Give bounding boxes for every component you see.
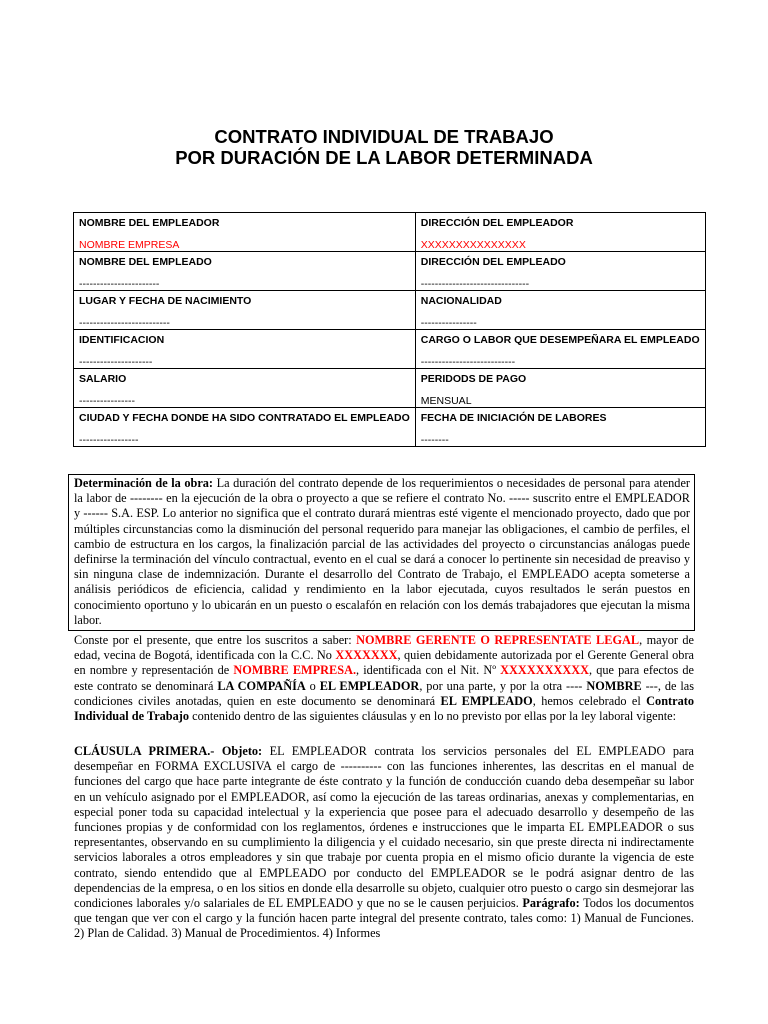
field-value: XXXXXXXXXXXXXXX	[420, 239, 526, 251]
conste-paragraph	[74, 633, 694, 724]
conste-text: , que para efectos de este contrato se denominará	[74, 663, 694, 693]
field-row	[74, 408, 706, 447]
field-label: NOMBRE DEL EMPLEADO	[79, 256, 212, 268]
clausula-heading: CLÁUSULA PRIMERA.- Objeto:	[74, 744, 263, 758]
field-cell	[74, 369, 416, 408]
contract-fields-table	[73, 212, 706, 447]
conste-text: , identificada con el Nit. Nº	[356, 663, 501, 678]
conste-text: contenido dentro de las siguientes cláusulas y en lo no previsto por ellas por la ley laboral vigente:	[189, 709, 677, 724]
field-value: ----------------	[79, 395, 135, 407]
field-cell	[415, 252, 705, 291]
field-cell	[74, 330, 416, 369]
conste-text: , por una parte, y por la otra ----	[419, 678, 587, 693]
field-value: ---------------------	[79, 356, 153, 368]
field-cell	[74, 252, 416, 291]
document-title	[0, 126, 768, 168]
field-label: SALARIO	[79, 373, 127, 385]
cc-number: XXXXXXX	[335, 648, 398, 663]
field-row	[74, 291, 706, 330]
field-label: PERIDODS DE PAGO	[420, 373, 527, 385]
field-value: -----------------	[79, 434, 139, 446]
field-label: DIRECCIÓN DEL EMPLEADO	[420, 256, 566, 268]
field-value: ---------------------------	[420, 356, 516, 368]
conste-text: ---, de las condiciones civiles anotadas, quien en este documento se denominará	[74, 678, 695, 708]
field-cell	[415, 213, 705, 252]
field-row	[74, 369, 706, 408]
obra-heading: Determinación de la obra:	[74, 476, 214, 490]
field-value: --------------------------	[79, 317, 170, 329]
field-value: ----------------	[420, 317, 477, 329]
field-row	[74, 213, 706, 252]
field-label: LUGAR Y FECHA DE NACIMIENTO	[79, 295, 252, 307]
conste-text: o	[305, 678, 320, 693]
field-value: -----------------------	[79, 278, 160, 290]
empleado-term: EL EMPLEADO	[440, 693, 533, 708]
field-label: CARGO O LABOR QUE DESEMPEÑARA EL EMPLEADO	[420, 334, 700, 346]
clausula-primera	[74, 744, 694, 942]
field-value: MENSUAL	[420, 395, 472, 407]
clausula-text: EL EMPLEADOR contrata los servicios personales del EL EMPLEADO para desempeñar en FORMA EXCLUSIVA el cargo de ---------- con las funciones inherentes, las descritas en el manual de funciones del cargo que hace parte integrante de éste contrato y la función de conducción cuando deba desempeñar su labor en un vehículo asignado por el EMPLEADOR, así como la ejecución de las tareas ordinarias, anexas y complementarias, en especial poner toda su capacidad intelectual y la experiencia que posee para el adecuado desarrollo y desempeño de las funciones propias y de conformidad con los reglamentos, órdenes e instrucciones que le imparta EL EMPLEADOR o sus representantes, observando en su cumplimiento la diligencia y el cuidado necesario, sin que preste directa ni indirectamente servicios laborales a otros empleadores y sin que trabaje por cuenta propia en el mismo oficio durante la vigencia de este contrato, siendo entendido que al EMPLEADO por conducto del EMPLEADOR se le podrá asignar dentro de las dependencias de la empresa, o en los sitios en donde ella desarrolle su objeto, cualquier otro puesto o cargo sin desmejorar las condiciones laborales y/o salariales de EL EMPLEADO y que no se le causen perjuicios.	[74, 744, 695, 911]
field-label: NACIONALIDAD	[420, 295, 502, 307]
nombre-term: NOMBRE	[586, 678, 642, 693]
field-label: DIRECCIÓN DEL EMPLEADOR	[420, 217, 574, 229]
field-value: NOMBRE EMPRESA	[79, 239, 180, 251]
field-row	[74, 252, 706, 291]
field-value: -------------------------------	[420, 278, 530, 290]
paragrafo-heading: Parágrafo:	[522, 896, 580, 911]
field-cell	[74, 213, 416, 252]
gerente-name: NOMBRE GERENTE O REPRESENTATE LEGAL	[356, 633, 640, 647]
field-label: IDENTIFICACION	[79, 334, 165, 346]
conste-text: , quien debidamente autorizada por el Gerente General obra en nombre y representación de	[74, 648, 694, 678]
field-label: NOMBRE DEL EMPLEADOR	[79, 217, 220, 229]
obra-box	[68, 474, 695, 631]
title-line-1: CONTRATO INDIVIDUAL DE TRABAJO	[214, 126, 554, 147]
field-cell	[74, 291, 416, 330]
field-cell	[415, 291, 705, 330]
title-line-2: POR DURACIÓN DE LA LABOR DETERMINADA	[175, 147, 593, 168]
nit-number: XXXXXXXXXX	[500, 663, 589, 678]
obra-text: La duración del contrato depende de los requerimientos o necesidades de personal para atender la labor de -------- en la ejecución de la obra o proyecto a que se refiere el contrato No. ----- suscrito entre el EMPLEADOR y ------ S.A. ESP. Lo anterior no significa que el contrato durará mientras esté vigente el mencionado proyecto, dado que por múltiples circunstancias como la disminución del personal requerido para manejar las obligaciones, el cambio de perfiles, el cambio de estructura en los cargos, la finalización parcial de las actividades del proyecto o circunstancias análogas puede definirse la terminación del vínculo contractual, evento en el cual se dará a conocer lo pertinente sin necesidad de preaviso y sin ninguna clase de indemnización. Durante el desarrollo del Contrato de Trabajo, el EMPLEADO acepta someterse a análisis periódicos de eficiencia, calidad y rendimiento en la labor ejecutada, cuyos resultados le serán puestos en conocimiento oportuno y lo ubicarán en un puesto o escalafón en relación con los demás trabajadores que ejecutan la misma labor.	[74, 476, 691, 627]
field-cell	[74, 408, 416, 447]
field-row	[74, 330, 706, 369]
field-cell	[415, 369, 705, 408]
field-cell	[415, 408, 705, 447]
conste-text: , mayor de edad, vecina de Bogotá, identificada con la C.C. No	[74, 633, 695, 663]
contrato-term: Contrato Individual de Trabajo	[74, 693, 694, 724]
empresa-name: NOMBRE EMPRESA.	[233, 663, 357, 678]
field-label: CIUDAD Y FECHA DONDE HA SIDO CONTRATADO EL EMPLEADO	[79, 412, 410, 424]
field-label: FECHA DE INICIACIÓN DE LABORES	[420, 412, 607, 424]
empleador-term: EL EMPLEADOR	[319, 678, 420, 693]
conste-text: , hemos celebrado el	[532, 693, 647, 708]
conste-text: Conste por el presente, que entre los suscritos a saber:	[74, 633, 357, 647]
field-value: --------	[420, 434, 449, 446]
compania-term: LA COMPAÑÍA	[217, 678, 306, 693]
clausula-text: Todos los documentos que tengan que ver con el cargo y la función hacen parte integral del presente contrato, tales como: 1) Manual de Funciones. 2) Plan de Calidad. 3) Manual de Procedimientos. 4) Informes	[74, 896, 694, 941]
field-cell	[415, 330, 705, 369]
